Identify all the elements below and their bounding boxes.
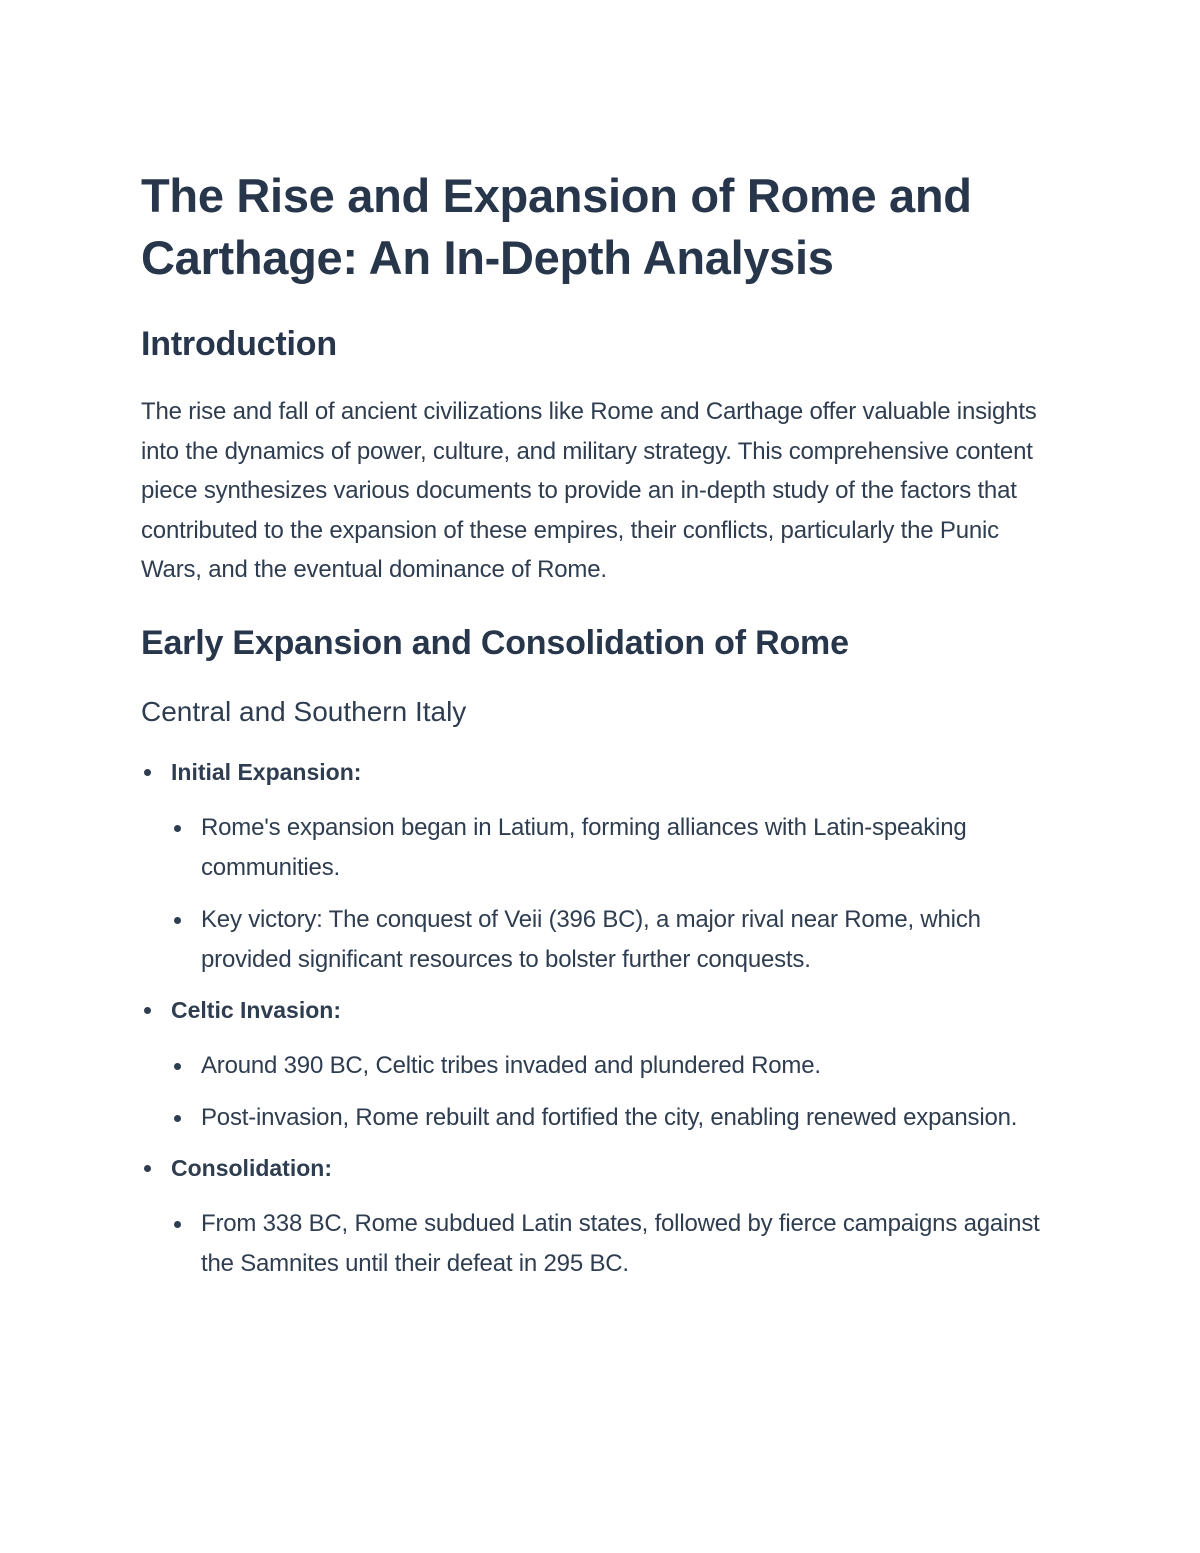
topic-item-celtic-invasion [141,994,1066,1138]
section-heading: Early Expansion and Consolidation of Rome [141,623,849,662]
bullet-icon [174,1221,181,1228]
topic-list [141,756,1066,1284]
list-item [171,1204,1066,1284]
point-text: Rome's expansion began in Latium, forming alliances with Latin-speaking communities. [201,813,967,881]
point-list [171,808,1066,980]
bullet-icon [144,1165,151,1172]
bullet-icon [174,1063,181,1070]
introduction-paragraph: The rise and fall of ancient civilizations like Rome and Carthage offer valuable insights into the dynamics of power, culture, and military strategy. This comprehensive content piece synthesizes various documents to provide an in-depth study of the factors that contributed to the expansion of these empires, their conflicts, particularly the Punic Wars, and the eventual dominance of Rome. [141,398,1037,583]
section-subheading: Central and Southern Italy [141,695,467,727]
point-text: Post-invasion, Rome rebuilt and fortified the city, enabling renewed expansion. [201,1103,1018,1131]
bullet-icon [174,1115,181,1122]
introduction-heading: Introduction [141,325,337,363]
list-item [171,1046,1066,1086]
topic-label: Consolidation: [171,1154,332,1181]
point-list [171,1204,1066,1284]
list-item [171,1098,1066,1138]
topic-label: Initial Expansion: [171,758,362,785]
point-text: Key victory: The conquest of Veii (396 BC), a major rival near Rome, which provided significant resources to bolster further conquests. [201,905,981,973]
document-title: The Rise and Expansion of Rome and Carthage: An In-Depth Analysis [141,169,972,284]
topic-label: Celtic Invasion: [171,996,341,1023]
topic-item-initial-expansion [141,756,1066,980]
bullet-icon [174,825,181,832]
bullet-icon [174,917,181,924]
list-item [171,808,1066,888]
point-text: Around 390 BC, Celtic tribes invaded and plundered Rome. [201,1051,821,1079]
bullet-icon [144,1007,151,1014]
point-text: From 338 BC, Rome subdued Latin states, followed by fierce campaigns against the Samnites until their defeat in 295 BC. [201,1209,1040,1277]
list-item [171,900,1066,980]
bullet-icon [144,769,151,776]
point-list [171,1046,1066,1138]
document-page [141,165,1066,1298]
topic-item-consolidation [141,1152,1066,1284]
